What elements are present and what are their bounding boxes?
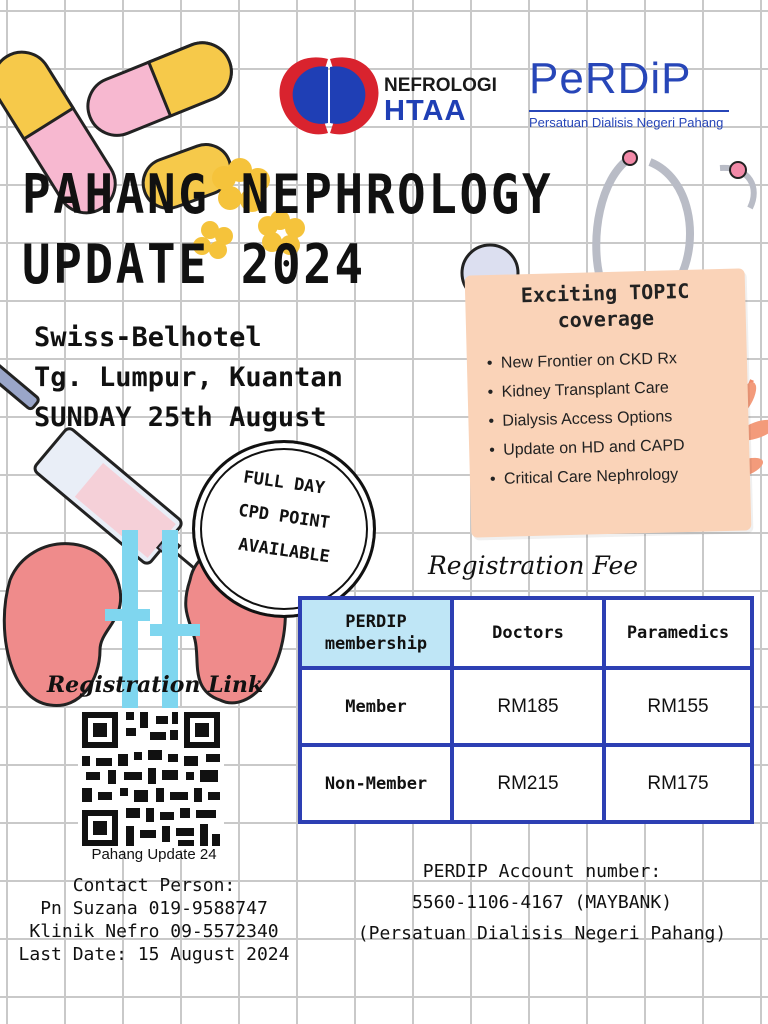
registration-fee-table xyxy=(298,596,754,824)
row-label-non-member: Non-Member xyxy=(300,745,452,822)
account-number: 5560-1106-4167 (MAYBANK) xyxy=(411,892,673,913)
contact-person-phone: Pn Suzana 019-9588747 xyxy=(40,898,268,919)
htaa-label: HTAA xyxy=(384,95,467,127)
topic-item: • New Frontier on CKD Rx xyxy=(501,342,748,377)
nefrologi-label: NEFROLOGI xyxy=(384,75,497,96)
contact-clinic-phone: Klinik Nefro 09-5572340 xyxy=(29,921,279,942)
topic-item: • Dialysis Access Options xyxy=(502,400,749,435)
topic-item: • Critical Care Nephrology xyxy=(504,458,751,493)
registration-fee-title: Registration Fee xyxy=(427,551,639,580)
table-row xyxy=(300,668,752,745)
price-member-paramedics: RM155 xyxy=(604,668,752,745)
price-member-doctors: RM185 xyxy=(452,668,604,745)
venue-date: SUNDAY 25th August xyxy=(34,402,327,433)
event-title-line2: UPDATE 2024 xyxy=(22,233,366,296)
perdip-logo xyxy=(525,54,740,140)
contact-heading: Contact Person: xyxy=(72,875,236,896)
account-info xyxy=(312,856,768,949)
header-doctors: Doctors xyxy=(452,598,604,668)
event-title-line1: PAHANG NEPHROLOGY xyxy=(22,163,554,226)
topics-list xyxy=(467,342,751,494)
venue-line2: Tg. Lumpur, Kuantan xyxy=(34,362,343,393)
contact-info xyxy=(4,874,304,966)
qr-caption: Pahang Update 24 xyxy=(91,846,217,863)
kidney-logo-icon xyxy=(276,55,382,140)
venue-line1: Swiss-Belhotel xyxy=(34,322,262,353)
cpd-stamp xyxy=(192,440,376,618)
account-heading: PERDIP Account number: xyxy=(422,861,662,882)
header-membership-line2: membership xyxy=(324,634,428,654)
topic-item: • Update on HD and CAPD xyxy=(503,429,750,464)
header-membership xyxy=(300,598,452,668)
registration-qr-code[interactable] xyxy=(78,708,224,850)
event-venue xyxy=(34,318,454,438)
perdip-subtitle: Persatuan Dialisis Negeri Pahang xyxy=(529,115,724,130)
account-holder: (Persatuan Dialisis Negeri Pahang) xyxy=(357,923,727,944)
stamp-line2: CPD POINT xyxy=(236,500,332,534)
nefrologi-htaa-logo xyxy=(276,55,497,140)
table-header-row xyxy=(300,598,752,668)
topics-heading-line2: coverage xyxy=(557,305,655,333)
price-non-member-doctors: RM215 xyxy=(452,745,604,822)
table-row xyxy=(300,745,752,822)
price-non-member-paramedics: RM175 xyxy=(604,745,752,822)
topics-note xyxy=(465,268,752,537)
stamp-line1: FULL DAY xyxy=(242,467,326,499)
last-date: Last Date: 15 August 2024 xyxy=(18,944,290,965)
topics-heading xyxy=(465,276,746,335)
header-paramedics: Paramedics xyxy=(604,598,752,668)
qr-code-icon xyxy=(78,708,224,850)
perdip-name: PeRDiP xyxy=(529,54,692,103)
registration-link-title: Registration Link xyxy=(46,672,264,698)
topic-item: • Kidney Transplant Care xyxy=(501,371,748,406)
perdip-divider xyxy=(529,110,729,112)
header-membership-line1: PERDIP xyxy=(345,612,407,632)
stamp-line3: AVAILABLE xyxy=(236,534,332,568)
topics-heading-line1: Exciting TOPIC xyxy=(520,278,690,308)
row-label-member: Member xyxy=(300,668,452,745)
